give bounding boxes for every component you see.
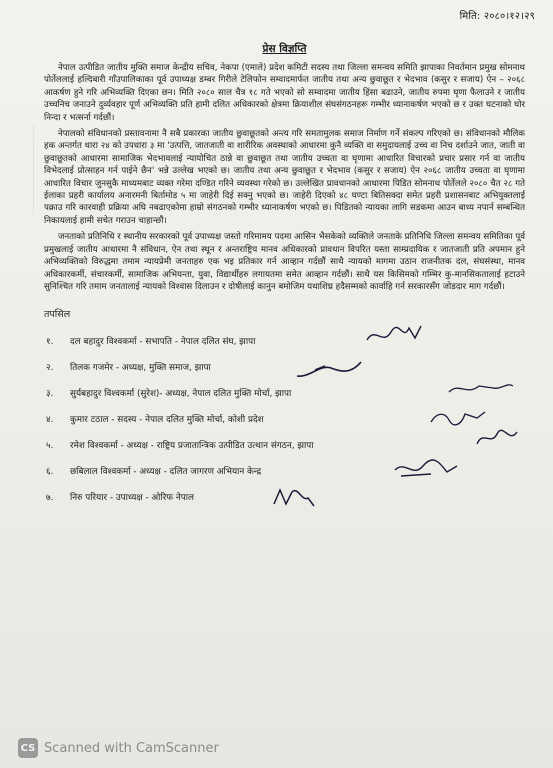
document-title: प्रेस विज्ञप्ति bbox=[262, 43, 307, 55]
handwritten-signature bbox=[295, 356, 365, 382]
signatory-text: तिलक गजमेर - अध्यक्ष, मुक्ति समाज, झापा bbox=[70, 363, 211, 374]
signatory-number: ३. bbox=[46, 389, 54, 400]
signatory-text: सुर्यबहादुर विश्वकर्मा (सुरेश)- अध्यक्ष, नेपाल दलित मुक्ति मोर्चा, झापा bbox=[70, 389, 292, 400]
signatory-number: १. bbox=[46, 337, 54, 348]
signatory-row bbox=[46, 406, 525, 432]
date-label: मिति: २०८०।१२।२९ bbox=[459, 11, 535, 22]
watermark-label: Scanned with CamScanner bbox=[44, 740, 219, 756]
signatory-row bbox=[46, 328, 525, 354]
signatory-number: ४. bbox=[46, 415, 54, 426]
signatory-text: रमेश विश्वकर्मा - अध्यक्ष - राष्ट्रिय प्रजातान्त्रिक उत्पीडित उत्थान संगठन, झापा bbox=[70, 441, 314, 452]
signatory-number: ६. bbox=[46, 467, 54, 478]
signatory-list bbox=[44, 328, 525, 510]
paragraph-1: नेपाल उत्पीडित जातीय मुक्ति समाज केन्द्रीय सचिव, नेकपा (एमाले) प्रदेश कमिटी सदस्य तथा जिल्ला समन्वय समिति झापाका निवर्तमान प्रमुख सोमनाथ पोर्तेललाई हल्दिबारी गाँउपालिकाका पूर्व उपाध्यक्ष डम्बर गिरीले टेलिफोन सम्वादमार्फत जातीय तथा अन्य छुवाछूत र भेदभाव (कसुर र सजाय) ऐन – २०६८ आकर्षण हुने गरि अभिव्यक्ति दिएका छन। मिति २०८० साल चैत्र १८ गते भएको सो सम्वादमा जातीय हिंसा बढाउने, जातीय रुपमा घृणा फैलाउने र जातीय उच्चनिच जनाउने दुर्व्यवहार पूर्ण अभिव्यक्ति प्रति हामी दलित अधिकारको क्षेत्रमा क्रियाशील संघसंगठनहरू गम्भीर ध्यानाकर्षण भएको छ र उक्त घटनाको घोर निन्दा र भत्सर्ना गर्दछौं। bbox=[44, 63, 525, 123]
list-heading: तपसिल bbox=[44, 309, 71, 321]
paragraph-3: जनताको प्रतिनिधि र स्थानीय सरकारको पूर्व उपाध्यक्ष जस्तो गरिमामय पदमा आसिन भैसकेको व्यक्तिले जनताके प्रतिनिधि जिल्ला समन्वय समितिका पूर्व प्रमुखलाई जातीय आधारमा नै संविधान, ऐन तथा स्थून र अन्तराष्ट्रिय मानव अधिकारको प्रावधान विपरित यस्ता साम्प्रदायिक र जातजाती प्रति अपमान हुने अभिव्यक्तिको विरुद्धमा तमाम न्यायप्रेमी जनताहरु एक भइ प्रतिकार गर्न आव्हान गर्दछौं साथै न्यायको मागमा उठान राजनीतक दल, संघसंस्था, मानव अधिकारकर्मी, संचारकर्मी, सामाजिक अभियन्ता, युवा, विद्यार्थीहरु लगायतमा समेत आव्हान गर्दछौं। साथै यस किसिमको गम्भिर कु-मानसिकतालाई हटाउने सुनिश्चित गरि तमाम जनतालाई न्यायको विश्वास दिलाउन र दोषीलाई कानुन बमोजिम यथाशिघ्र हदैसम्मको कार्वाहि गर्न सरकारसँग जोडदार माग गर्दछौं। bbox=[44, 232, 525, 292]
handwritten-signature bbox=[270, 484, 320, 510]
camscanner-logo-icon: CS bbox=[18, 738, 38, 758]
signatory-text: छबिलाल विश्वकर्मा - अध्यक्ष - दलित जागरण अभियान केन्द्र bbox=[70, 467, 262, 478]
signatory-row bbox=[46, 484, 525, 510]
signatory-text: निरु परियार - उपाध्यक्ष - ओरिफ नेपाल bbox=[70, 493, 194, 504]
signatory-row bbox=[46, 380, 525, 406]
handwritten-signature bbox=[363, 322, 433, 348]
handwritten-signature bbox=[445, 376, 515, 402]
camscanner-watermark bbox=[18, 738, 219, 758]
handwritten-signature bbox=[473, 426, 523, 452]
handwritten-signature bbox=[391, 456, 461, 482]
signatory-row bbox=[46, 432, 525, 458]
paragraph-2: नेपालको संविधानको प्रस्तावनामा नै सबै प्रकारका जातीय छुवाछूतको अन्त्य गरि समतामुलक समाज निर्माण गर्ने संकल्प गरिएको छ। संविधानको मौलिक हक अन्तर्गत धारा २४ को उपधारा ३ मा 'उत्पत्ति, जातजाती वा शारीरिक अवस्थाको आधारमा कुनै व्यक्ति वा समुदायलाई उच्च वा निच दर्शाउने जात, जाती वा छुवाछूतको आधारमा सामाजिक भेदभावलाई न्यायोचित ठान्ने वा छुवाछूत तथा जातीय उच्चता वा घृणामा आधारित विचारको प्रचार प्रसार गर्न वा जातीय विभेदलाई प्रोत्साहन गर्न पाईने छैन' भन्ने उल्लेख भएको छ। जातीय तथा अन्य छुवाछूत र भेदभाव (कसुर र सजाय) ऐन २०६८ जातीय उच्चता वा घृणामा आधारित विचार जुनसुकै माध्यमबाट व्यक्त गरेमा दण्डित गरिने व्यवस्था गरेको छ। उल्लेखित प्रावधानको आधारमा पिडित सोमनाथ पोर्तेलले २०८० चैत २८ गते ईलाका प्रहरी कार्यालय अनारमनी बिर्तामोड ५ मा जाहेरी दिई सक्नु भएको छ। जाहेरी दिएको ४८ घण्टा बितिसक्दा समेत प्रहरी प्रशासनबाट अभियुक्तलाई पक्राउ गरि कारवाही प्रक्रिया अघि नबढाएकोमा हाम्रो संगठनको गम्भीर ध्यानाकर्षण भएको छ। पिडितको न्यायका लागि सडकमा आउन बाध्य नपार्न सम्बन्धित निकायलाई हामी सचेत गराउन चाहान्छौं। bbox=[44, 129, 525, 226]
signatory-number: ५. bbox=[46, 441, 54, 452]
signatory-text: दल बहादुर विश्वकर्मा - सभापति - नेपाल दलित संघ, झापा bbox=[70, 337, 256, 348]
signatory-number: ७. bbox=[46, 493, 54, 504]
signatory-row bbox=[46, 458, 525, 484]
scan-shadow-line bbox=[33, 124, 34, 214]
signatory-number: २. bbox=[46, 363, 54, 374]
signatory-text: कुमार टठाल - सदस्य - नेपाल दलित मुक्ति मोर्चा, कोशी प्रदेश bbox=[70, 415, 264, 426]
